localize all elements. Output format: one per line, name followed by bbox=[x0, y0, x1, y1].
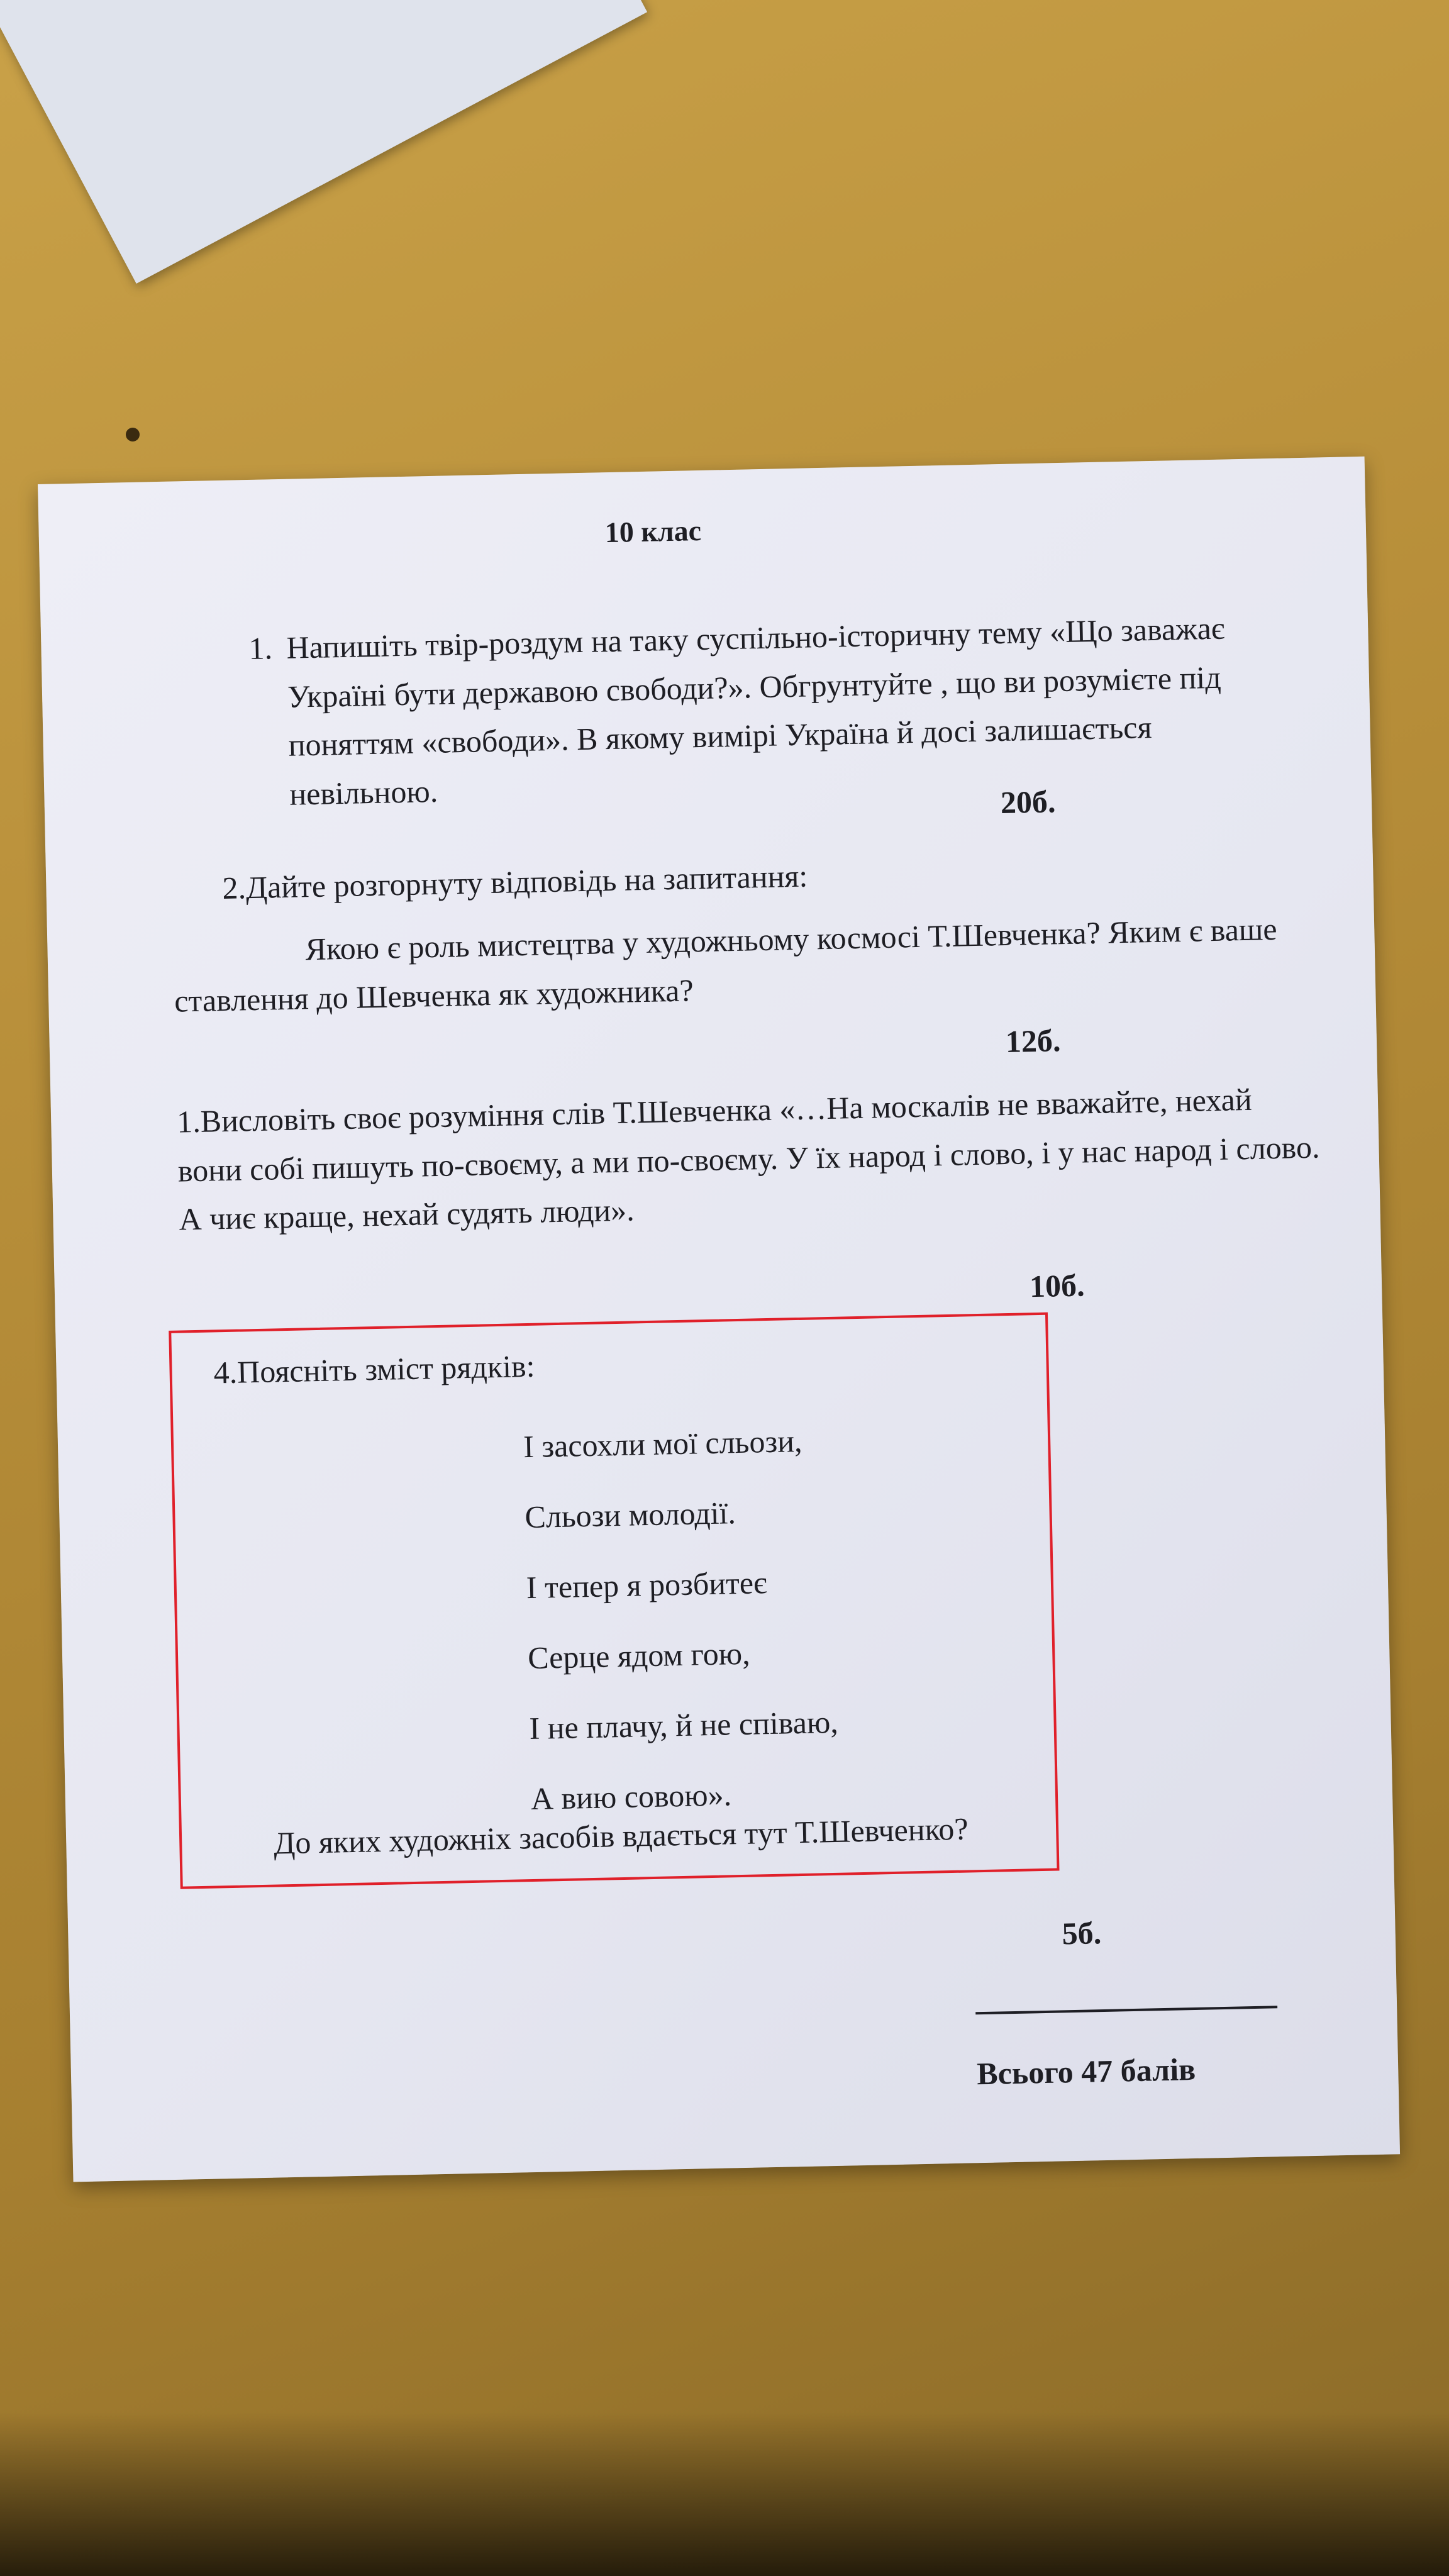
poem-line: І засохли мої сльози, bbox=[523, 1423, 802, 1465]
poem-lines bbox=[523, 1405, 840, 1834]
question-3-points: 10б. bbox=[1029, 1267, 1085, 1304]
poem-line: І тепер я розбитеє bbox=[526, 1565, 768, 1606]
question-4-heading: 4.Поясніть зміст рядків: bbox=[213, 1348, 536, 1391]
exam-sheet bbox=[38, 457, 1400, 2182]
poem-line: А вию совою». bbox=[530, 1777, 732, 1817]
desk-mark bbox=[126, 428, 140, 441]
question-4-question: До яких художніх засобів вдається тут Т.Шевченко? bbox=[273, 1811, 969, 1861]
poem-line: І не плачу, й не співаю, bbox=[529, 1704, 839, 1746]
desk-shadow bbox=[0, 2412, 1449, 2576]
question-4-points: 5б. bbox=[1062, 1915, 1102, 1951]
question-2-heading: 2.Дайте розгорнуту відповідь на запитання: bbox=[221, 858, 808, 906]
background-paper-sheet bbox=[0, 0, 647, 284]
poem-line: Сльози молодії. bbox=[524, 1495, 736, 1535]
question-1-points: 20б. bbox=[1000, 784, 1057, 821]
question-1-number: 1. bbox=[248, 630, 273, 667]
question-3-text: 1.Висловіть своє розуміння слів Т.Шевченка «…На москалів не вважайте, нехай вони собі пишуть по-своєму, а ми по-своєму. У їх народ і слово, і у нас народ і слово. А чиє краще, нехай судять люди». bbox=[176, 1081, 1320, 1237]
page-title: 10 клас bbox=[604, 514, 702, 549]
question-1-text: Напишіть твір-роздум на таку суспільно-історичну тему «Що заважає Україні бути державою свободи?». Обгрунтуйте , що ви розумієте під поняттям «свободи». В якому вимірі Україна й досі залишається невільною. bbox=[286, 610, 1225, 812]
question-2-points: 12б. bbox=[1005, 1023, 1061, 1059]
question-2-text: Якою є роль мистецтва у художньому космосі Т.Шевченка? Яким є ваше ставлення до Шевченка як художника? bbox=[174, 911, 1278, 1019]
poem-line: Серце ядом гою, bbox=[527, 1635, 751, 1676]
total-score: Всього 47 балів bbox=[976, 2051, 1196, 2092]
total-divider bbox=[975, 2006, 1277, 2014]
